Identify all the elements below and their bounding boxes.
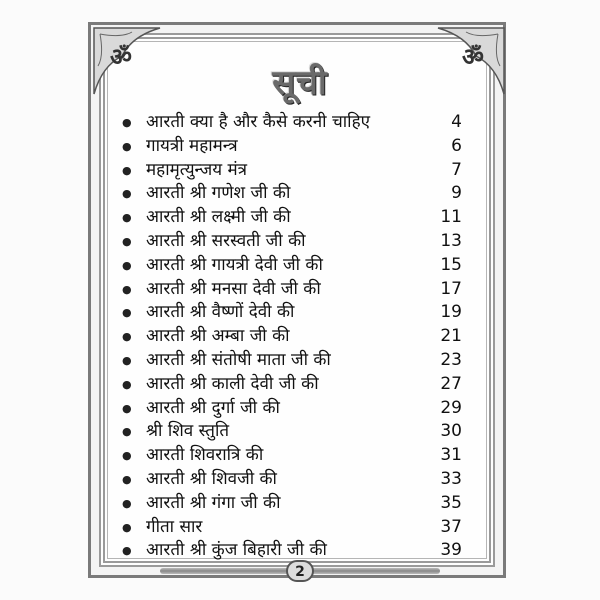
toc-entry-label: आरती श्री दुर्गा जी की bbox=[146, 397, 280, 418]
bullet-icon: ● bbox=[122, 258, 132, 272]
page-title: सूची bbox=[272, 63, 328, 103]
toc-entry-page-number: 13 bbox=[440, 230, 462, 251]
toc-entry-label: महामृत्युन्जय मंत्र bbox=[146, 159, 248, 180]
toc-entry-label: गीता सार bbox=[146, 516, 203, 537]
toc-entry-page-number: 7 bbox=[451, 159, 462, 180]
toc-entry-page-number: 4 bbox=[451, 112, 462, 132]
toc-entry-page-number: 21 bbox=[440, 326, 462, 347]
toc-entry-label: आरती क्या है और कैसे करनी चाहिए bbox=[146, 112, 370, 132]
toc-entry-label: आरती श्री गंगा जी की bbox=[146, 492, 281, 513]
toc-entry-label: आरती श्री वैष्णों देवी की bbox=[146, 302, 295, 323]
toc-entry-page-number: 37 bbox=[440, 516, 462, 537]
toc-entry bbox=[118, 206, 474, 230]
toc-entry-page-number: 27 bbox=[440, 373, 462, 394]
toc-entry bbox=[118, 516, 474, 540]
toc-entry bbox=[118, 135, 474, 159]
bullet-icon: ● bbox=[122, 282, 132, 296]
bullet-icon: ● bbox=[122, 116, 132, 129]
toc-entry-page-number: 33 bbox=[440, 468, 462, 489]
bullet-icon: ● bbox=[122, 330, 132, 344]
toc-entry-page-number: 19 bbox=[440, 302, 462, 323]
toc-entry-label: आरती श्री लक्ष्मी जी की bbox=[146, 207, 291, 228]
toc-entry-page-number: 15 bbox=[440, 254, 462, 275]
toc-entry bbox=[118, 111, 474, 135]
toc-entry-label: आरती शिवरात्रि की bbox=[146, 445, 264, 466]
bullet-icon: ● bbox=[122, 472, 132, 486]
toc-entry-page-number: 35 bbox=[440, 492, 462, 513]
toc-entry-label: आरती श्री मनसा देवी जी की bbox=[146, 278, 321, 299]
om-symbol-icon: ॐ bbox=[110, 42, 132, 71]
toc-entry bbox=[118, 373, 474, 397]
toc-entry bbox=[118, 254, 474, 278]
toc-entry-label: आरती श्री संतोषी माता जी की bbox=[146, 349, 331, 370]
toc-entry-label: गायत्री महामन्त्र bbox=[146, 135, 238, 156]
toc-entry-label: आरती श्री शिवजी की bbox=[146, 468, 277, 489]
table-of-contents bbox=[118, 111, 474, 563]
toc-entry-label: आरती श्री गणेश जी की bbox=[146, 183, 291, 204]
toc-entry bbox=[118, 492, 474, 516]
toc-entry bbox=[118, 349, 474, 373]
toc-entry bbox=[118, 182, 474, 206]
bullet-icon: ● bbox=[122, 353, 132, 367]
toc-entry bbox=[118, 420, 474, 444]
toc-entry-page-number: 6 bbox=[451, 135, 462, 156]
toc-entry-page-number: 23 bbox=[440, 349, 462, 370]
bullet-icon: ● bbox=[122, 163, 132, 177]
toc-entry-label: श्री शिव स्तुति bbox=[146, 421, 230, 442]
toc-entry bbox=[118, 325, 474, 349]
toc-entry-page-number: 30 bbox=[440, 421, 462, 442]
toc-entry-page-number: 39 bbox=[440, 540, 462, 561]
toc-entry-label: आरती श्री कुंज बिहारी जी की bbox=[146, 540, 327, 561]
bullet-icon: ● bbox=[122, 377, 132, 391]
toc-entry bbox=[118, 278, 474, 302]
bullet-icon: ● bbox=[122, 139, 132, 153]
toc-entry-label: आरती श्री सरस्वती जी की bbox=[146, 230, 306, 251]
toc-entry-page-number: 11 bbox=[440, 207, 462, 228]
bullet-icon: ● bbox=[122, 306, 132, 320]
bullet-icon: ● bbox=[122, 449, 132, 463]
toc-entry-page-number: 17 bbox=[440, 278, 462, 299]
bullet-icon: ● bbox=[122, 187, 132, 201]
bullet-icon: ● bbox=[122, 425, 132, 439]
toc-entry-label: आरती श्री अम्बा जी की bbox=[146, 326, 290, 347]
page-footer bbox=[100, 560, 500, 582]
toc-entry bbox=[118, 301, 474, 325]
om-symbol-icon: ॐ bbox=[462, 42, 484, 71]
toc-entry-label: आरती श्री काली देवी जी की bbox=[146, 373, 319, 394]
bullet-icon: ● bbox=[122, 234, 132, 248]
toc-entry bbox=[118, 230, 474, 254]
toc-entry-page-number: 31 bbox=[440, 445, 462, 466]
toc-entry-label: आरती श्री गायत्री देवी जी की bbox=[146, 254, 323, 275]
toc-entry bbox=[118, 468, 474, 492]
page-number-badge: 2 bbox=[286, 560, 314, 582]
toc-entry bbox=[118, 444, 474, 468]
bullet-icon: ● bbox=[122, 496, 132, 510]
toc-entry-page-number: 29 bbox=[440, 397, 462, 418]
bullet-icon: ● bbox=[122, 401, 132, 415]
toc-entry bbox=[118, 159, 474, 183]
bullet-icon: ● bbox=[122, 544, 132, 558]
toc-entry-page-number: 9 bbox=[451, 183, 462, 204]
toc-entry bbox=[118, 397, 474, 421]
bullet-icon: ● bbox=[122, 520, 132, 534]
bullet-icon: ● bbox=[122, 211, 132, 225]
